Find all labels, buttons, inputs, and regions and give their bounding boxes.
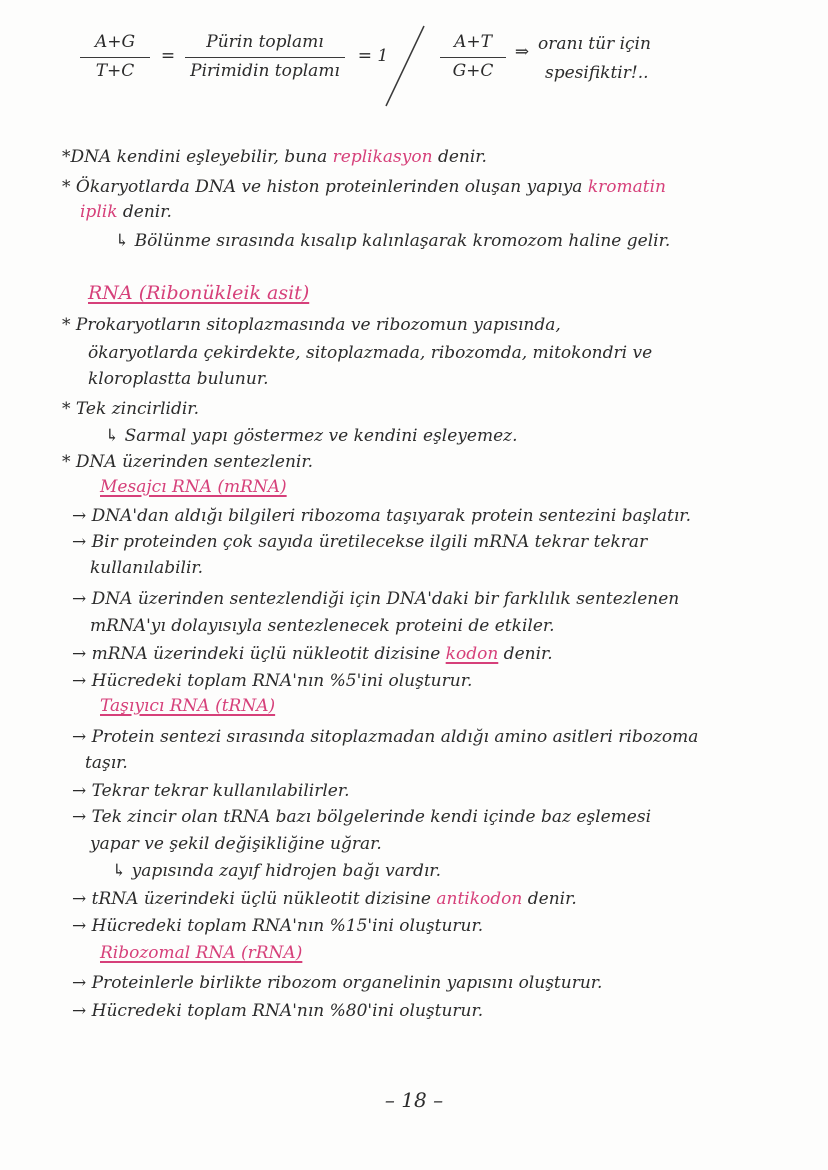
intro-line-1-end: denir.: [432, 147, 487, 167]
term-replikasyon: replikasyon: [332, 147, 433, 167]
formula-right-denominator: G+C: [452, 61, 494, 81]
intro-line-2: [62, 176, 666, 198]
intro-line-3-end: denir.: [117, 202, 172, 222]
rna-heading: RNA (Ribonükleik asit): [88, 282, 310, 304]
trna-line-5: yapar ve şekil değişikliğine uğrar.: [90, 834, 382, 854]
trna-line-7: [72, 888, 577, 910]
trna-line-7-text: → tRNA üzerindeki üçlü nükleotit dizisine: [72, 889, 437, 909]
mrna-line-4: → DNA üzerinden sentezlendiği için DNA'daki bir farklılık sentezlenen: [72, 589, 680, 609]
trna-line-6: ↳ yapısında zayıf hidrojen bağı vardır.: [112, 861, 441, 881]
fraction-bar-left: [80, 57, 150, 58]
formula-equals-1: =: [160, 46, 176, 66]
formula-right-numerator: A+T: [454, 32, 492, 52]
formula-middle-numerator: Pürin toplamı: [206, 32, 324, 52]
formula-slash-divider: [380, 22, 430, 112]
intro-line-1-text: *DNA kendini eşleyebilir, buna: [62, 147, 333, 167]
rrna-line-2: → Hücredeki toplam RNA'nın %80'ini oluşturur.: [72, 1001, 484, 1021]
intro-line-4: ↳ Bölünme sırasında kısalıp kalınlaşarak kromozom haline gelir.: [115, 231, 671, 251]
formula-middle-denominator: Pirimidin toplamı: [190, 61, 340, 81]
rna-line-1: * Prokaryotların sitoplazmasında ve ribozomun yapısında,: [62, 315, 561, 335]
term-iplik: iplik: [80, 202, 118, 222]
trna-line-3: → Tekrar tekrar kullanılabilirler.: [72, 781, 350, 801]
mrna-line-1: → DNA'dan aldığı bilgileri ribozoma taşıyarak protein sentezini başlatır.: [72, 506, 691, 526]
trna-line-8: → Hücredeki toplam RNA'nın %15'ini oluşturur.: [72, 916, 484, 936]
rrna-line-1: → Proteinlerle birlikte ribozom organelinin yapısını oluşturur.: [72, 973, 603, 993]
trna-line-7-end: denir.: [522, 889, 577, 909]
rna-line-2: ökaryotlarda çekirdekte, sitoplazmada, ribozomda, mitokondri ve: [88, 343, 653, 363]
rna-line-3: kloroplastta bulunur.: [88, 369, 269, 389]
mrna-line-6-end: denir.: [498, 644, 553, 664]
term-antikodon: antikodon: [436, 889, 523, 909]
term-kromatin: kromatin: [587, 177, 666, 197]
mrna-line-7: → Hücredeki toplam RNA'nın %5'ini oluşturur.: [72, 671, 473, 691]
mrna-line-6: [72, 643, 553, 665]
fraction-bar-middle: [185, 57, 345, 58]
intro-line-3: [80, 201, 172, 223]
mrna-heading: Mesajcı RNA (mRNA): [100, 477, 287, 497]
intro-line-1: [62, 146, 487, 168]
term-kodon: kodon: [445, 644, 499, 664]
mrna-line-6-text: → mRNA üzerindeki üçlü nükleotit dizisine: [72, 644, 446, 664]
formula-left-denominator: T+C: [95, 61, 135, 81]
trna-line-1: → Protein sentezi sırasında sitoplazmadan aldığı amino asitleri ribozoma: [72, 727, 699, 747]
fraction-bar-right: [440, 57, 506, 58]
rna-line-4: * Tek zincirlidir.: [62, 399, 199, 419]
implies-arrow: ⇒: [514, 42, 530, 62]
trna-line-4: → Tek zincir olan tRNA bazı bölgelerinde kendi içinde baz eşlemesi: [72, 807, 652, 827]
trna-line-2: taşır.: [85, 753, 128, 773]
mrna-line-5: mRNA'yı dolayısıyla sentezlenecek proteini de etkiler.: [90, 616, 555, 636]
formula-left-numerator: A+G: [94, 32, 136, 52]
rna-line-5: ↳ Sarmal yapı göstermez ve kendini eşleyemez.: [105, 426, 518, 446]
formula-note-line2: spesifiktir!..: [545, 63, 649, 83]
formula-note-line1: oranı tür için: [538, 34, 651, 54]
intro-line-2-text: * Ökaryotlarda DNA ve histon proteinlerinden oluşan yapıya: [62, 177, 588, 197]
page-number: – 18 –: [384, 1088, 444, 1112]
mrna-line-3: kullanılabilir.: [90, 558, 204, 578]
mrna-line-2: → Bir proteinden çok sayıda üretilecekse ilgili mRNA tekrar tekrar: [72, 532, 648, 552]
rrna-heading: Ribozomal RNA (rRNA): [100, 943, 303, 963]
trna-heading: Taşıyıcı RNA (tRNA): [100, 696, 276, 716]
formula-equals-one: = 1: [357, 46, 389, 66]
rna-line-6: * DNA üzerinden sentezlenir.: [62, 452, 313, 472]
